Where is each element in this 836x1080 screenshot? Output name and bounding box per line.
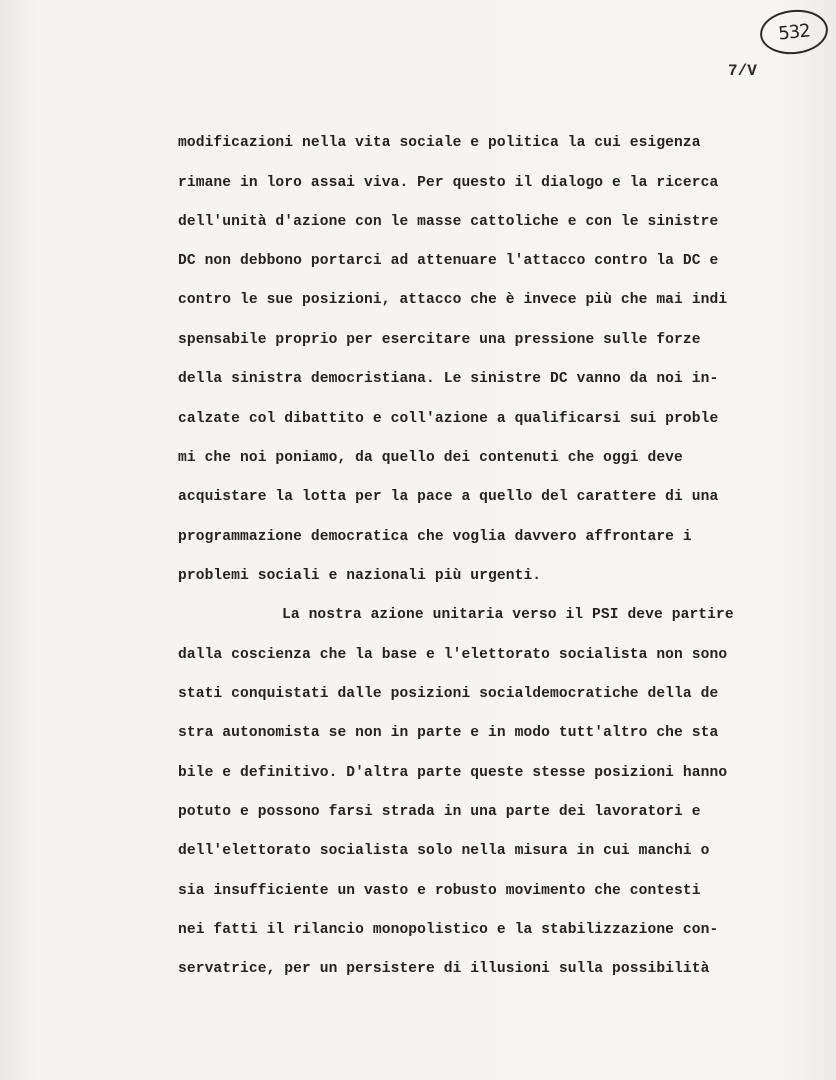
- text-line: servatrice, per un persistere di illusioni sulla possibilità: [178, 961, 710, 977]
- text-line: DC non debbono portarci ad attenuare l'attacco contro la DC e: [178, 253, 719, 269]
- text-line: potuto e possono farsi strada in una parte dei lavoratori e: [178, 804, 701, 820]
- text-line: nei fatti il rilancio monopolistico e la stabilizzazione con-: [178, 922, 719, 938]
- text-line: rimane in loro assai viva. Per questo il dialogo e la ricerca: [178, 175, 719, 191]
- text-line: contro le sue posizioni, attacco che è invece più che mai indi: [178, 292, 728, 308]
- text-line: della sinistra democristiana. Le sinistre DC vanno da noi in-: [178, 371, 719, 387]
- text-line: dalla coscienza che la base e l'elettorato socialista non sono: [178, 647, 728, 663]
- text-line: mi che noi poniamo, da quello dei contenuti che oggi deve: [178, 450, 683, 466]
- page-number: 7/V: [728, 62, 757, 80]
- text-line: dell'unità d'azione con le masse cattoliche e con le sinistre: [178, 214, 719, 230]
- text-line: problemi sociali e nazionali più urgenti.: [178, 568, 542, 584]
- text-line: modificazioni nella vita sociale e politica la cui esigenza: [178, 135, 701, 151]
- text-line: stati conquistati dalle posizioni socialdemocratiche della de: [178, 686, 719, 702]
- text-line: programmazione democratica che voglia davvero affrontare i: [178, 529, 692, 545]
- text-line: sia insufficiente un vasto e robusto movimento che contesti: [178, 883, 701, 899]
- text-line: spensabile proprio per esercitare una pressione sulle forze: [178, 332, 701, 348]
- text-line: calzate col dibattito e coll'azione a qualificarsi sui proble: [178, 411, 719, 427]
- text-line: acquistare la lotta per la pace a quello del carattere di una: [178, 489, 719, 505]
- text-line: bile e definitivo. D'altra parte queste stesse posizioni hanno: [178, 765, 728, 781]
- archive-stamp: [758, 7, 830, 58]
- text-line: stra autonomista se non in parte e in modo tutt'altro che sta: [178, 725, 719, 741]
- text-line: La nostra azione unitaria verso il PSI deve partire: [282, 607, 734, 623]
- archive-stamp-number: 532: [777, 19, 811, 45]
- text-line: dell'elettorato socialista solo nella misura in cui manchi o: [178, 843, 710, 859]
